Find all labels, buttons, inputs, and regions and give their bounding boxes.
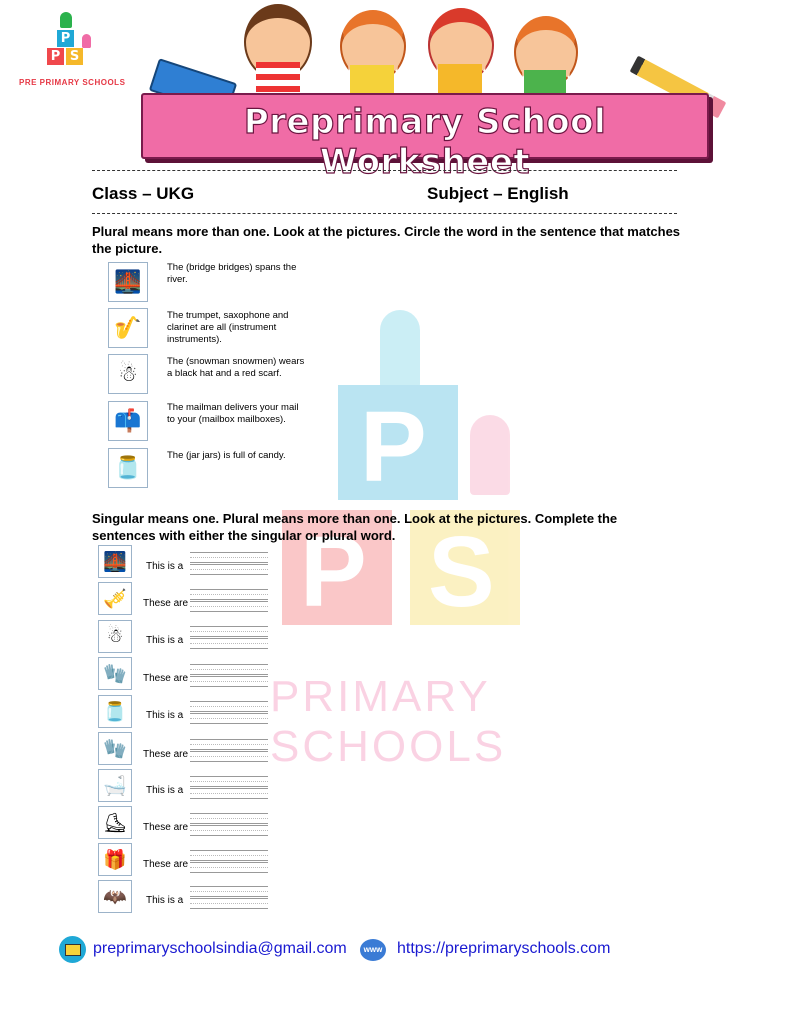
section2-label: This is a [146,635,184,646]
watermark-girl [470,415,510,495]
answer-line[interactable] [190,638,268,649]
email-icon [59,936,86,963]
section2-label: This is a [146,785,184,796]
section2-label: This is a [146,710,184,721]
section1-sentence: The trumpet, saxophone and clarinet are all (instrument instruments). [167,310,289,345]
section2-label: These are [143,822,189,833]
footer-email[interactable]: preprimaryschoolsindia@gmail.com [93,940,347,957]
envelope-icon [65,944,81,956]
bathtub-icon: 🛁 [98,769,132,802]
kid-3-shirt [438,64,482,94]
answer-line[interactable] [190,739,268,750]
answer-line[interactable] [190,701,268,712]
section1-sentence: The (snowman snowmen) wears a black hat and a red scarf. [167,356,305,379]
banner-title: Preprimary School Worksheet [243,102,607,182]
watermark-figure [380,310,420,390]
answer-line[interactable] [190,552,268,563]
answer-line[interactable] [190,850,268,861]
jar-icon: 🫙 [108,448,148,488]
section1-sentence: The (bridge bridges) spans the river. [167,262,297,285]
answer-line[interactable] [190,589,268,600]
answer-line[interactable] [190,898,268,909]
divider-top [92,170,677,171]
instruments-icon: 🎺 [98,582,132,615]
skates-icon: ⛸ [98,806,132,839]
instruments-icon: 🎷 [108,308,148,348]
gifts-icon: 🎁 [98,843,132,876]
answer-line[interactable] [190,664,268,675]
section1-sentence: The (jar jars) is full of candy. [167,450,286,461]
logo-text: PRE PRIMARY SCHOOLS [19,78,126,87]
section2-instruction: Singular means one. Plural means more than one. Look at the pictures. Complete the sentences with either the singular or plural word. [92,511,618,543]
section2-label: These are [143,859,189,870]
section1-instruction: Plural means more than one. Look at the pictures. Circle the word in the sentence that matches the picture. [92,224,681,256]
answer-line[interactable] [190,886,268,897]
bridge-icon: 🌉 [98,545,132,578]
kid-1-shirt [256,62,300,94]
answer-line[interactable] [190,751,268,762]
mittens-icon: 🧤 [98,657,132,690]
section2-label: These are [143,749,189,760]
answer-line[interactable] [190,564,268,575]
answer-line[interactable] [190,601,268,612]
watermark-letter-top: P [360,391,427,503]
answer-line[interactable] [190,676,268,687]
answer-line[interactable] [190,776,268,787]
class-label: Class – UKG [92,184,195,203]
answer-line[interactable] [190,862,268,873]
snowman-icon: ☃ [108,354,148,394]
logo-figure [60,12,72,28]
kid-2-shirt [350,65,394,95]
answer-line[interactable] [190,825,268,836]
logo-letter-s: S [66,48,83,65]
watermark-letter-right: S [428,516,495,628]
answer-line[interactable] [190,813,268,824]
logo-girl-figure [82,34,91,48]
section2-label: This is a [146,561,184,572]
bridge-icon: 🌉 [108,262,148,302]
answer-line[interactable] [190,626,268,637]
subject-label: Subject – English [427,184,569,203]
watermark-letter-left: P [300,516,367,628]
logo-letter-p-top: P [57,30,74,47]
divider-bottom [92,213,677,214]
section2-label: This is a [146,895,184,906]
bat-icon: 🦇 [98,880,132,913]
answer-line[interactable] [190,713,268,724]
section2-label: These are [143,673,189,684]
section1-sentence: The mailman delivers your mail to your (mailbox mailboxes). [167,402,299,425]
jar-icon: 🫙 [98,695,132,728]
mailbox-icon: 📫 [108,401,148,441]
snowman-icon: ☃ [98,620,132,653]
answer-line[interactable] [190,788,268,799]
footer-website[interactable]: https://preprimaryschools.com [397,940,611,957]
globe-icon: www [360,939,386,961]
watermark-text: PRIMARY SCHOOLS [270,672,507,771]
logo-letter-p: P [47,48,64,65]
gloves-icon: 🧤 [98,732,132,765]
section2-label: These are [143,598,189,609]
